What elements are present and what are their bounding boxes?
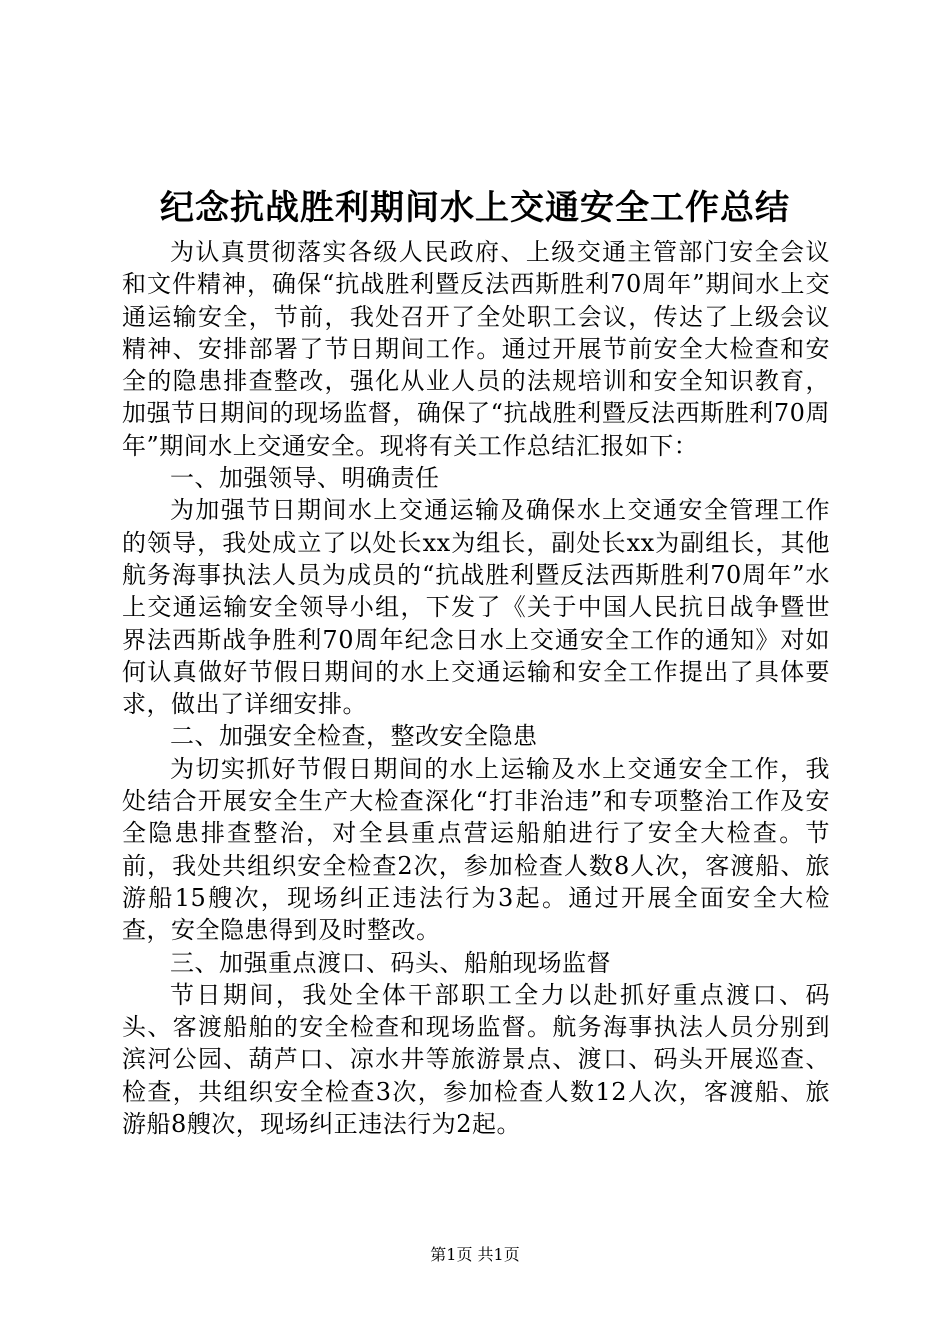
- section-3-paragraph: 节日期间，我处全体干部职工全力以赴抓好重点渡口、码头、客渡船舶的安全检查和现场监督。航务海事执法人员分别到滨河公园、葫芦口、凉水井等旅游景点、渡口、码头开展巡查、检查，共组织安全检查3次，参加检查人数12人次，客渡船、旅游船8艘次，现场纠正违法行为2起。: [122, 980, 830, 1139]
- section-heading-1: 一、加强领导、明确责任: [170, 464, 440, 493]
- document-body: [122, 236, 830, 1140]
- section-2-paragraph: 为切实抓好节假日期间的水上运输及水上交通安全工作，我处结合开展安全生产大检查深化“打非治违”和专项整治工作及安全隐患排查整治，对全县重点营运船舶进行了安全大检查。节前，我处共组织安全检查2次，参加检查人数8人次，客渡船、旅游船15艘次，现场纠正违法行为3起。通过开展全面安全大检查，安全隐患得到及时整改。: [122, 754, 830, 945]
- document-title: 纪念抗战胜利期间水上交通安全工作总结: [160, 188, 790, 228]
- intro-paragraph: 为认真贯彻落实各级人民政府、上级交通主管部门安全会议和文件精神，确保“抗战胜利暨反法西斯胜利70周年”期间水上交通运输安全，节前，我处召开了全处职工会议，传达了上级会议精神、安排部署了节日期间工作。通过开展节前安全大检查和安全的隐患排查整改，强化从业人员的法规培训和安全知识教育，加强节日期间的现场监督，确保了“抗战胜利暨反法西斯胜利70周年”期间水上交通安全。现将有关工作总结汇报如下：: [122, 238, 830, 460]
- section-1-paragraph: 为加强节日期间水上交通运输及确保水上交通安全管理工作的领导，我处成立了以处长xx为组长，副处长xx为副组长，其他航务海事执法人员为成员的“抗战胜利暨反法西斯胜利70周年”水上交通运输安全领导小组，下发了《关于中国人民抗日战争暨世界法西斯战争胜利70周年纪念日水上交通安全工作的通知》对如何认真做好节假日期间的水上交通运输和安全工作提出了具体要求，做出了详细安排。: [122, 496, 830, 719]
- section-heading-2: 二、加强安全检查，整改安全隐患: [170, 722, 538, 751]
- page-footer: 第1页 共1页: [430, 1245, 520, 1264]
- section-heading-3: 三、加强重点渡口、码头、船舶现场监督: [170, 948, 611, 977]
